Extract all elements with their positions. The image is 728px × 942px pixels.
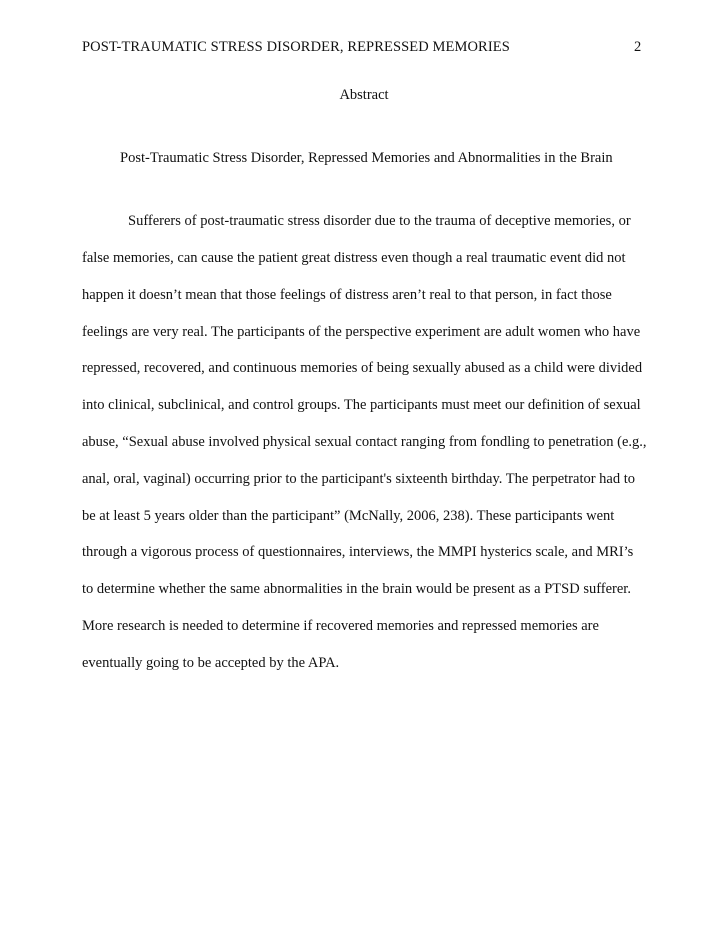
page-number: 2 — [634, 39, 642, 55]
abstract-line: Sufferers of post-traumatic stress disorder due to the trauma of deceptive memories, or — [128, 213, 631, 229]
abstract-line: repressed, recovered, and continuous memories of being sexually abused as a child were divided — [82, 360, 643, 376]
abstract-line: feelings are very real. The participants of the perspective experiment are adult women who have — [82, 324, 641, 340]
paper-title: Post-Traumatic Stress Disorder, Repressed Memories and Abnormalities in the Brain — [120, 150, 613, 166]
running-head: POST-TRAUMATIC STRESS DISORDER, REPRESSED MEMORIES — [82, 39, 510, 55]
abstract-line: More research is needed to determine if recovered memories and repressed memories are — [82, 618, 599, 634]
abstract-heading: Abstract — [339, 87, 389, 103]
abstract-line: be at least 5 years older than the participant” (McNally, 2006, 238). These participants went — [82, 508, 615, 524]
abstract-line: through a vigorous process of questionnaires, interviews, the MMPI hysterics scale, and MRI’s — [82, 544, 634, 560]
abstract-line: eventually going to be accepted by the APA. — [82, 655, 340, 671]
abstract-line: abuse, “Sexual abuse involved physical sexual contact ranging from fondling to penetration (e.g., — [82, 434, 647, 450]
abstract-line: into clinical, subclinical, and control groups. The participants must meet our definition of sexual — [82, 397, 641, 413]
abstract-line: false memories, can cause the patient great distress even though a real traumatic event did not — [82, 250, 626, 266]
abstract-line: happen it doesn’t mean that those feelings of distress aren’t real to that person, in fact those — [82, 287, 612, 303]
abstract-line: anal, oral, vaginal) occurring prior to the participant's sixteenth birthday. The perpetrator had to — [82, 471, 636, 487]
abstract-line: to determine whether the same abnormalities in the brain would be present as a PTSD sufferer. — [82, 581, 631, 597]
